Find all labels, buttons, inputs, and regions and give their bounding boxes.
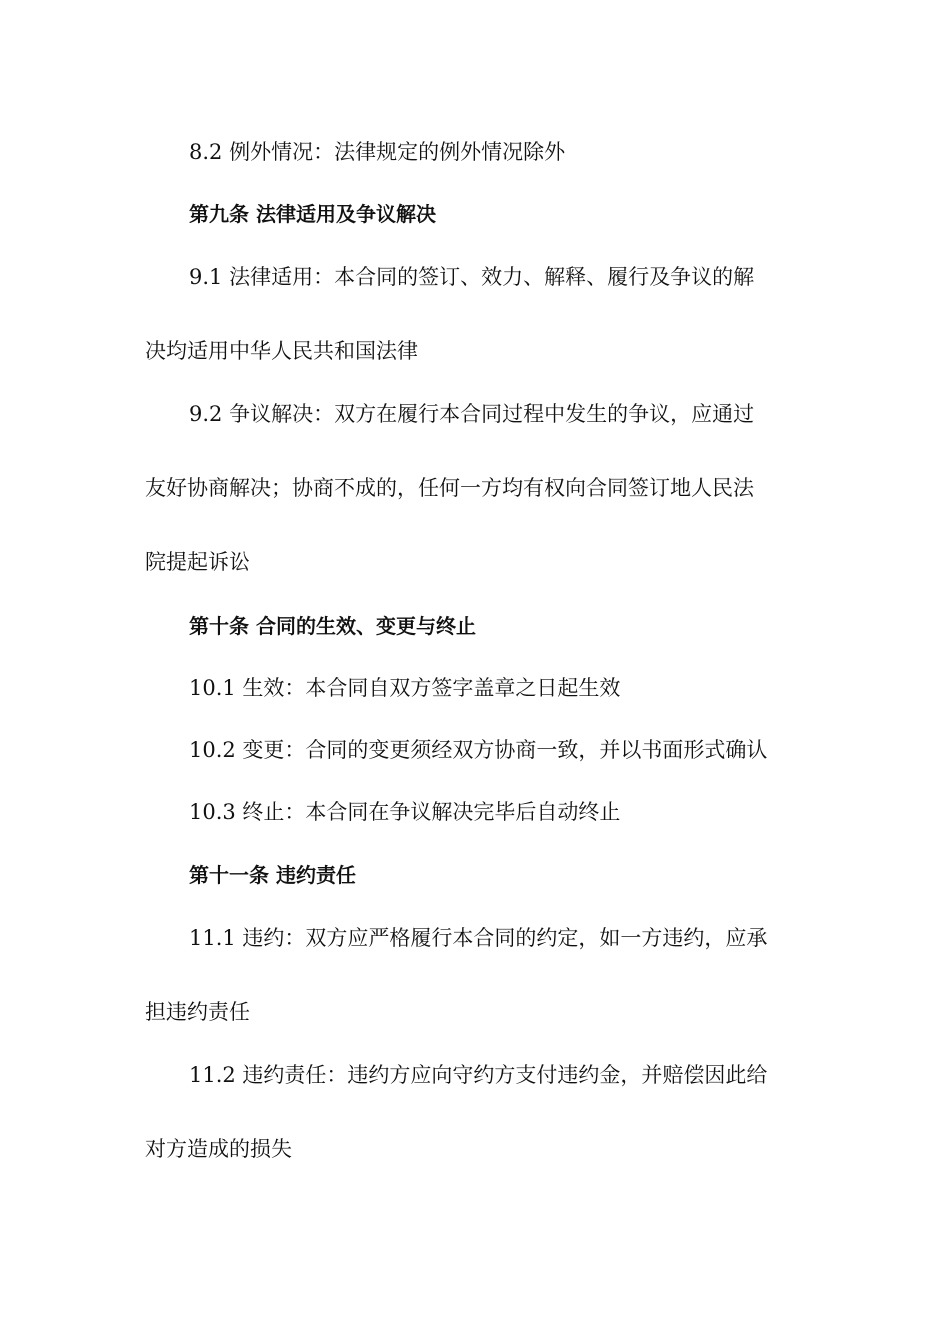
- clause-8-2: 8.2 例外情况：法律规定的例外情况除外: [189, 140, 566, 164]
- article-10-heading: 第十条 合同的生效、变更与终止: [189, 614, 476, 638]
- clause-9-1-line-1: 9.1 法律适用：本合同的签订、效力、解释、履行及争议的解: [189, 265, 755, 289]
- clause-9-1-line-2: 决均适用中华人民共和国法律: [145, 339, 418, 363]
- clause-9-2-line-3: 院提起诉讼: [145, 550, 250, 574]
- clause-11-1-line-1: 11.1 违约：双方应严格履行本合同的约定，如一方违约，应承: [189, 926, 768, 950]
- clause-9-2-line-2: 友好协商解决；协商不成的，任何一方均有权向合同签订地人民法: [145, 476, 754, 500]
- article-9-heading: 第九条 法律适用及争议解决: [189, 202, 436, 226]
- clause-11-1-line-2: 担违约责任: [145, 1000, 250, 1024]
- clause-10-2: 10.2 变更：合同的变更须经双方协商一致，并以书面形式确认: [189, 738, 768, 762]
- clause-11-2-line-2: 对方造成的损失: [145, 1137, 292, 1161]
- article-11-heading: 第十一条 违约责任: [189, 863, 356, 887]
- clause-10-3: 10.3 终止：本合同在争议解决完毕后自动终止: [189, 800, 621, 824]
- clause-11-2-line-1: 11.2 违约责任：违约方应向守约方支付违约金，并赔偿因此给: [189, 1063, 768, 1087]
- clause-10-1: 10.1 生效：本合同自双方签字盖章之日起生效: [189, 676, 621, 700]
- clause-9-2-line-1: 9.2 争议解决：双方在履行本合同过程中发生的争议，应通过: [189, 402, 755, 426]
